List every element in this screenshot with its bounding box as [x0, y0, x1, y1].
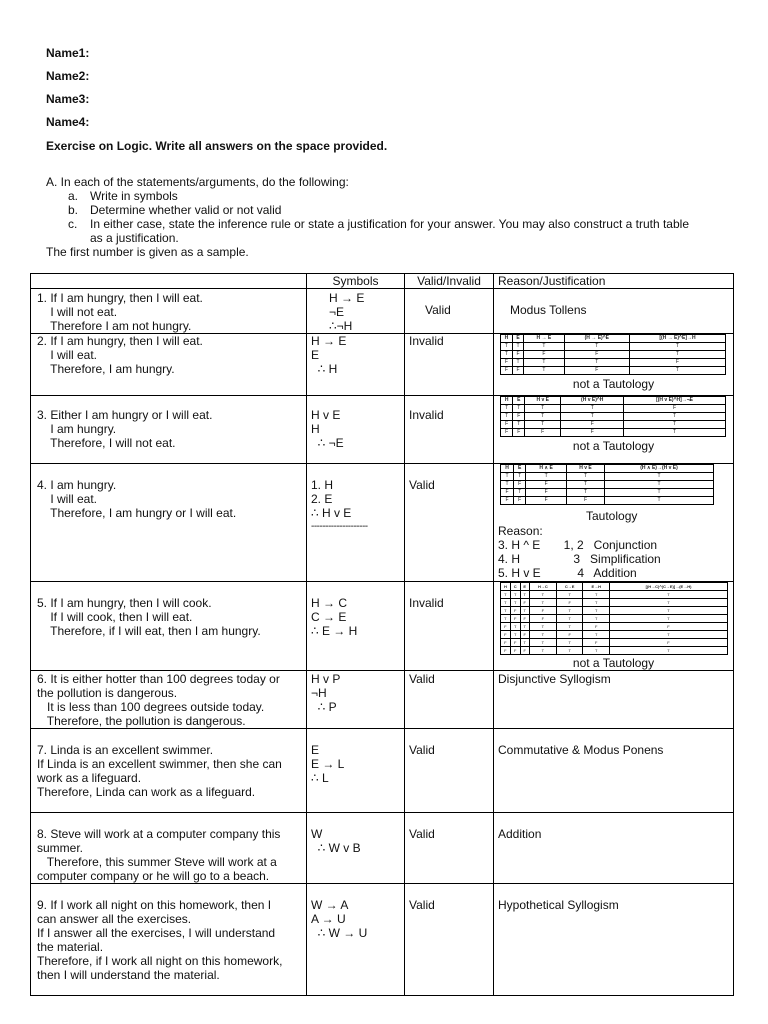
truth-table-cell: T	[583, 647, 610, 655]
symbol-line: ∴ P	[311, 700, 337, 714]
truth-table-cell: F	[501, 359, 513, 367]
statement-line: Therefore I am not hungry.	[37, 319, 192, 333]
truth-table-cell: F	[561, 429, 624, 437]
truth-table-cell: [(H→C)^(C→E)]→(E→H)	[610, 583, 728, 591]
truth-table-cell: T	[556, 615, 583, 623]
statement-line: I will not eat.	[37, 305, 118, 319]
truth-table-cell: T	[629, 351, 725, 359]
truth-table-cell: T	[583, 631, 610, 639]
truth-table-cell: T	[610, 647, 728, 655]
truth-table-cell: T	[510, 599, 520, 607]
truth-table-row	[501, 473, 714, 481]
truth-table-cell: T	[501, 599, 511, 607]
name1-label: Name1:	[46, 46, 90, 60]
truth-table-cell: T	[501, 615, 511, 623]
truth-table-cell: T	[525, 413, 561, 421]
statement-line: the pollution is dangerous.	[37, 686, 178, 700]
header-statement	[31, 274, 307, 289]
symbol-line: H	[311, 422, 320, 436]
truth-table-cell: F	[520, 615, 529, 623]
instruction-c-marker: c.	[68, 217, 78, 231]
statement-line: I am hungry.	[37, 422, 117, 436]
truth-table-cell: T	[514, 473, 526, 481]
truth-table-cell: T	[566, 473, 604, 481]
truth-table-row	[501, 591, 728, 599]
validity-value: Invalid	[409, 334, 444, 348]
truth-table-cell: T	[556, 591, 583, 599]
reason-text: Hypothetical Syllogism	[498, 898, 619, 912]
truth-table-cell: T	[605, 481, 714, 489]
validity-value: Invalid	[409, 596, 444, 610]
table-row	[31, 671, 734, 729]
table-row	[31, 884, 734, 996]
truth-table-cell: T	[561, 405, 624, 413]
symbol-line: ∴¬H	[329, 319, 353, 333]
symbol-line: H → E	[311, 334, 347, 348]
symbol-line: ∴ ¬E	[311, 436, 344, 450]
truth-table-row	[501, 429, 726, 437]
statement-line: 1. If I am hungry, then I will eat.	[37, 291, 203, 305]
symbol-line: ∴ W v B	[311, 841, 361, 855]
truth-table-cell: T	[629, 343, 725, 351]
validity-value: Invalid	[409, 408, 444, 422]
symbol-line: W	[311, 827, 323, 841]
statement-line: can answer all the exercises.	[37, 912, 192, 926]
truth-table-cell: F	[610, 623, 728, 631]
truth-table-cell: H	[501, 397, 513, 405]
truth-table-cell: T	[556, 639, 583, 647]
truth-table-cell: F	[512, 351, 523, 359]
truth-table-cell: T	[564, 343, 629, 351]
sample-note: The first number is given as a sample.	[46, 245, 249, 259]
truth-table-cell: F	[513, 429, 525, 437]
instruction-b-marker: b.	[68, 203, 79, 217]
truth-table-cell: T	[501, 481, 514, 489]
instruction-b-text: Determine whether valid or not valid	[90, 203, 282, 217]
truth-table-cell: T	[512, 343, 523, 351]
truth-table-cell: T	[583, 599, 610, 607]
symbol-line: W → A	[311, 898, 349, 912]
statement-line: Therefore, the pollution is dangerous.	[37, 714, 246, 728]
reason-text: Modus Tollens	[510, 303, 587, 317]
statement-line: computer company or he will go to a beach.	[37, 869, 270, 883]
statement-line: 5. If I am hungry, then I will cook.	[37, 596, 212, 610]
truth-table-cell: F	[583, 623, 610, 631]
truth-table-cell: F	[520, 647, 529, 655]
statement-line: 7. Linda is an excellent swimmer.	[37, 743, 214, 757]
symbol-line: A → U	[311, 912, 346, 926]
symbol-line: H → C	[311, 596, 347, 610]
table-row	[31, 464, 734, 582]
table-row	[31, 396, 734, 464]
name2-label: Name2:	[46, 69, 90, 83]
truth-table-cell: H	[501, 583, 511, 591]
statement-line: It is less than 100 degrees outside today.	[37, 700, 265, 714]
truth-table-cell: E	[520, 583, 529, 591]
truth-table-cell: T	[583, 615, 610, 623]
truth-table-cell: T	[520, 623, 529, 631]
truth-table-cell: T	[610, 599, 728, 607]
validity-value: Valid	[409, 743, 435, 757]
truth-table-row	[501, 421, 726, 429]
truth-table-cell: F	[501, 639, 511, 647]
symbol-line: E	[311, 743, 320, 757]
reason-text: Tautology	[586, 509, 638, 523]
statement-line: Therefore, I am hungry or I will eat.	[37, 506, 237, 520]
truth-table-row	[501, 405, 726, 413]
logic-exercise-table	[30, 273, 734, 996]
truth-table-cell: T	[529, 647, 556, 655]
truth-table-cell: F	[524, 351, 565, 359]
truth-table-cell: T	[501, 405, 513, 413]
truth-table-cell: F	[520, 631, 529, 639]
truth-table-cell: F	[510, 647, 520, 655]
name3-label: Name3:	[46, 92, 90, 106]
truth-table-cell: C→E	[556, 583, 583, 591]
truth-table-row	[501, 367, 726, 375]
truth-table-cell: F	[629, 359, 725, 367]
statement-line: Therefore, I am hungry.	[37, 362, 175, 376]
truth-table-header	[501, 397, 726, 405]
truth-table-cell: H	[501, 465, 514, 473]
truth-table-cell: T	[556, 647, 583, 655]
truth-table	[500, 464, 714, 505]
table-header-row	[31, 274, 734, 289]
statement-line: 9. If I work all night on this homework, then I	[37, 898, 272, 912]
truth-table-cell: T	[624, 413, 726, 421]
truth-table-cell: T	[605, 473, 714, 481]
reason-text: not a Tautology	[572, 656, 655, 670]
truth-table-cell: T	[624, 429, 726, 437]
truth-table-cell: T	[524, 359, 565, 367]
statement-line: 6. It is either hotter than 100 degrees today or	[37, 672, 280, 686]
truth-table-row	[501, 481, 714, 489]
symbol-line: ∴ L	[311, 771, 329, 785]
symbol-line: ¬E	[329, 305, 345, 319]
truth-table-cell: T	[583, 591, 610, 599]
truth-table-cell: T	[524, 343, 565, 351]
truth-table-cell: E→H	[583, 583, 610, 591]
instructions-lead: A. In each of the statements/arguments, do the following:	[46, 175, 349, 189]
truth-table-cell: F	[526, 481, 567, 489]
truth-table-row	[501, 615, 728, 623]
truth-table-row	[501, 351, 726, 359]
truth-table-cell: F	[556, 599, 583, 607]
instruction-a-text: Write in symbols	[90, 189, 178, 203]
truth-table-cell: T	[529, 623, 556, 631]
instruction-a-marker: a.	[68, 189, 79, 203]
statement-line: Therefore, I will not eat.	[37, 436, 176, 450]
validity-value: Valid	[409, 827, 435, 841]
statement-line: I will eat.	[37, 492, 98, 506]
truth-table-cell: T	[513, 405, 525, 413]
truth-table-cell: T	[501, 351, 513, 359]
truth-table-cell: T	[520, 639, 529, 647]
statement-line: work as a lifeguard.	[37, 771, 142, 785]
statement-line: Therefore, Linda can work as a lifeguard.	[37, 785, 256, 799]
truth-table-cell: H→C	[529, 583, 556, 591]
truth-table-cell: F	[501, 623, 511, 631]
symbol-line: 2. E	[311, 492, 333, 506]
truth-table-header	[501, 335, 726, 343]
truth-table-cell: T	[501, 473, 514, 481]
truth-table-cell: F	[501, 497, 514, 505]
truth-table-cell: T	[510, 623, 520, 631]
truth-table-cell: F	[520, 599, 529, 607]
reason-step: 3. H ^ E 1, 2 Conjunction	[498, 538, 658, 552]
statement-line: If I will cook, then I will eat.	[37, 610, 193, 624]
truth-table-cell: T	[529, 599, 556, 607]
header-validity: Valid/Invalid	[405, 274, 494, 289]
truth-table-cell: T	[501, 591, 511, 599]
table-row	[31, 334, 734, 396]
truth-table-cell: T	[629, 367, 725, 375]
truth-table-cell: F	[501, 421, 513, 429]
truth-table-cell: (H ∧ E)→(H v E)	[605, 465, 714, 473]
truth-table-cell: F	[510, 607, 520, 615]
truth-table-cell: T	[525, 421, 561, 429]
statement-line: Therefore, if I work all night on this homework,	[37, 954, 283, 968]
truth-table-cell: F	[583, 639, 610, 647]
truth-table-cell: T	[512, 359, 523, 367]
truth-table-header	[501, 465, 714, 473]
symbol-line: E	[311, 348, 320, 362]
table-row	[31, 582, 734, 671]
truth-table-cell: T	[564, 359, 629, 367]
truth-table-cell: H	[501, 335, 513, 343]
header-reason: Reason/Justification	[494, 274, 734, 289]
statement-line: Therefore, this summer Steve will work at a	[37, 855, 277, 869]
truth-table-row	[501, 497, 714, 505]
truth-table-cell: T	[605, 489, 714, 497]
truth-table-cell: T	[561, 413, 624, 421]
truth-table-cell: T	[510, 591, 520, 599]
truth-table-cell: H ∧ E	[526, 465, 567, 473]
truth-table-row	[501, 599, 728, 607]
validity-value: Valid	[425, 303, 451, 317]
truth-table-cell: T	[566, 489, 604, 497]
symbol-line: C → E	[311, 610, 347, 624]
truth-table-row	[501, 639, 728, 647]
instruction-c-continued: as a justification.	[90, 231, 179, 245]
truth-table-cell: T	[605, 497, 714, 505]
statement-line: Therefore, if I will eat, then I am hungry.	[37, 624, 261, 638]
truth-table-cell: F	[501, 489, 514, 497]
truth-table-cell: [(H → E)^E]→H	[629, 335, 725, 343]
truth-table-row	[501, 359, 726, 367]
truth-table-cell: E	[512, 335, 523, 343]
statement-line: 4. I am hungry.	[37, 478, 117, 492]
truth-table-cell: F	[526, 489, 567, 497]
table-row	[31, 729, 734, 813]
truth-table-cell: F	[624, 405, 726, 413]
truth-table-cell: E	[514, 465, 526, 473]
statement-line: 8. Steve will work at a computer company this	[37, 827, 281, 841]
symbol-line: E → L	[311, 757, 345, 771]
header-symbols: Symbols	[307, 274, 405, 289]
truth-table-cell: T	[524, 367, 565, 375]
reason-text: not a Tautology	[572, 439, 655, 453]
statement-line: the material.	[37, 940, 104, 954]
truth-table-row	[501, 631, 728, 639]
truth-table-cell: F	[529, 615, 556, 623]
truth-table-cell: F	[501, 367, 513, 375]
truth-table-row	[501, 607, 728, 615]
truth-table-cell: T	[501, 343, 513, 351]
truth-table-cell: H v E	[525, 397, 561, 405]
name4-label: Name4:	[46, 115, 90, 129]
truth-table-cell: T	[513, 421, 525, 429]
truth-table-cell: F	[556, 631, 583, 639]
truth-table-cell: F	[501, 647, 511, 655]
truth-table-cell: F	[510, 615, 520, 623]
truth-table	[500, 334, 726, 375]
table-row	[31, 289, 734, 334]
symbol-line: ¬H	[311, 686, 327, 700]
symbol-line: ∴ E → H	[311, 624, 358, 638]
statement-line: 2. If I am hungry, then I will eat.	[37, 334, 203, 348]
truth-table-cell: F	[501, 429, 513, 437]
symbol-line: ∴ H v E	[311, 506, 352, 520]
truth-table-cell: T	[501, 607, 511, 615]
truth-table-cell: F	[501, 631, 511, 639]
truth-table-cell: F	[514, 481, 526, 489]
truth-table-cell: T	[526, 473, 567, 481]
truth-table-cell: F	[514, 497, 526, 505]
truth-table-row	[501, 623, 728, 631]
truth-table-cell: F	[564, 351, 629, 359]
truth-table-cell: T	[556, 623, 583, 631]
truth-table-row	[501, 413, 726, 421]
truth-table-cell: T	[566, 481, 604, 489]
truth-table-cell: E	[513, 397, 525, 405]
truth-table-cell: F	[561, 421, 624, 429]
truth-table-cell: F	[525, 429, 561, 437]
truth-table	[500, 396, 726, 437]
truth-table-cell: T	[529, 631, 556, 639]
reason-step: 4. H 3 Simplification	[498, 552, 661, 566]
truth-table-cell: (H v E)^H	[561, 397, 624, 405]
truth-table-row	[501, 647, 728, 655]
truth-table-row	[501, 489, 714, 497]
truth-table-cell: T	[529, 639, 556, 647]
reason-label: Reason:	[498, 524, 543, 538]
reason-text: Disjunctive Syllogism	[498, 672, 611, 686]
symbol-line: H v E	[311, 408, 341, 422]
truth-table-cell: F	[526, 497, 567, 505]
truth-table-cell: T	[610, 607, 728, 615]
truth-table-cell: (H → E)^E	[564, 335, 629, 343]
truth-table-cell: T	[583, 607, 610, 615]
truth-table-cell: T	[501, 413, 513, 421]
truth-table-cell: F	[529, 607, 556, 615]
truth-table-cell: F	[513, 413, 525, 421]
validity-value: Valid	[409, 478, 435, 492]
reason-text: Commutative & Modus Ponens	[498, 743, 664, 757]
truth-table-cell: T	[610, 631, 728, 639]
separator-line: --------------------	[311, 521, 368, 532]
truth-table-cell: T	[520, 607, 529, 615]
symbol-line: 1. H	[311, 478, 334, 492]
truth-table-cell: F	[566, 497, 604, 505]
validity-value: Valid	[409, 672, 435, 686]
truth-table-cell: F	[564, 367, 629, 375]
symbol-line: H v P	[311, 672, 341, 686]
truth-table-cell: [(H v E)^H]→¬E	[624, 397, 726, 405]
statement-line: 3. Either I am hungry or I will eat.	[37, 408, 213, 422]
truth-table-cell: T	[510, 631, 520, 639]
truth-table-cell: F	[610, 639, 728, 647]
symbol-line: H → E	[329, 291, 365, 305]
truth-table-cell: T	[556, 607, 583, 615]
instruction-c-text: In either case, state the inference rule or state a justification for your answer. You may also construct a truth table	[90, 217, 689, 231]
reason-text: not a Tautology	[572, 377, 655, 391]
truth-table-cell: C	[510, 583, 520, 591]
truth-table-header	[501, 583, 728, 591]
truth-table-cell: T	[520, 591, 529, 599]
table-row	[31, 813, 734, 884]
statement-line: I will eat.	[37, 348, 98, 362]
symbol-line: ∴ H	[311, 362, 338, 376]
validity-value: Valid	[409, 898, 435, 912]
truth-table-cell: T	[610, 591, 728, 599]
truth-table-cell: T	[624, 421, 726, 429]
truth-table-cell: H → E	[524, 335, 565, 343]
truth-table-cell: F	[510, 639, 520, 647]
reason-step: 5. H v E 4 Addition	[498, 566, 637, 580]
truth-table-cell: T	[514, 489, 526, 497]
truth-table-cell: T	[529, 591, 556, 599]
truth-table	[500, 582, 728, 655]
truth-table-cell: F	[512, 367, 523, 375]
reason-text: Addition	[498, 827, 542, 841]
truth-table-cell: H v E	[566, 465, 604, 473]
truth-table-row	[501, 343, 726, 351]
truth-table-cell: T	[525, 405, 561, 413]
statement-line: If Linda is an excellent swimmer, then she can	[37, 757, 282, 771]
statement-line: then I will understand the material.	[37, 968, 220, 982]
symbol-line: ∴ W → U	[311, 926, 368, 940]
exercise-title: Exercise on Logic. Write all answers on the space provided.	[46, 139, 388, 153]
statement-line: summer.	[37, 841, 84, 855]
truth-table-cell: T	[610, 615, 728, 623]
statement-line: If I answer all the exercises, I will understand	[37, 926, 276, 940]
